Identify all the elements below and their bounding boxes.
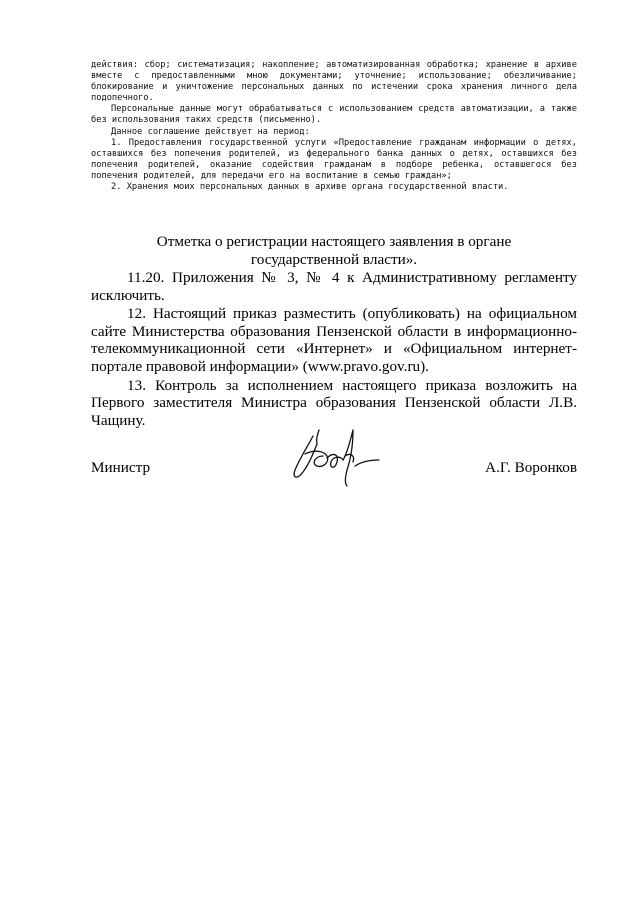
registration-note-line2: государственной власти». (250, 250, 418, 268)
automation-paragraph: Персональные данные могут обрабатываться с использованием средств автоматизации, а также без использования таких средств (письменно). (91, 104, 577, 126)
signatory-position: Министр (91, 459, 151, 476)
signatory-name: А.Г. Воронков (485, 459, 577, 476)
consent-text-block (91, 60, 577, 193)
clause-13: 13. Контроль за исполнением настоящего приказа возложить на Первого заместителя Министра образования Пензенской области Л.В. Чащину. (91, 376, 577, 429)
registration-note (91, 233, 577, 268)
validity-item-2: 2. Хранения моих персональных данных в архиве органа государственной власти. (111, 182, 509, 193)
clause-12: 12. Настоящий приказ разместить (опубликовать) на официальном сайте Министерства образования Пензенской области в информационно-телекоммуникационной сети «Интернет» и «Официальном интернет-портале правовой информации» (www.pravo.gov.ru). (91, 305, 577, 375)
order-clauses (91, 269, 577, 429)
signature-row (91, 459, 577, 483)
clause-11-20: 11.20. Приложения № 3, № 4 к Административному регламенту исключить. (91, 269, 577, 304)
validity-paragraph: Данное соглашение действует на период: (111, 126, 310, 137)
validity-item-1: 1. Предоставления государственной услуги «Предоставление гражданам информации о детях, оставшихся без попечения родителей, из федерального банка данных о детях, оставшихся без попечения родителей, оказание содействия гражданам в подборе ребенка, оставшегося без попечения родителей, для передачи его на воспитание в семью граждан»; (91, 137, 577, 181)
registration-note-line1: Отметка о регистрации настоящего заявления в органе (156, 233, 512, 250)
consent-actions-paragraph: действия: сбор; систематизация; накопление; автоматизированная обработка; хранение в архиве вместе с предоставленными мною документами; уточнение; использование; обезличивание; блокирование и уничтожение персональных данных по истечении срока хранения личного дела подопечного. (91, 60, 577, 104)
